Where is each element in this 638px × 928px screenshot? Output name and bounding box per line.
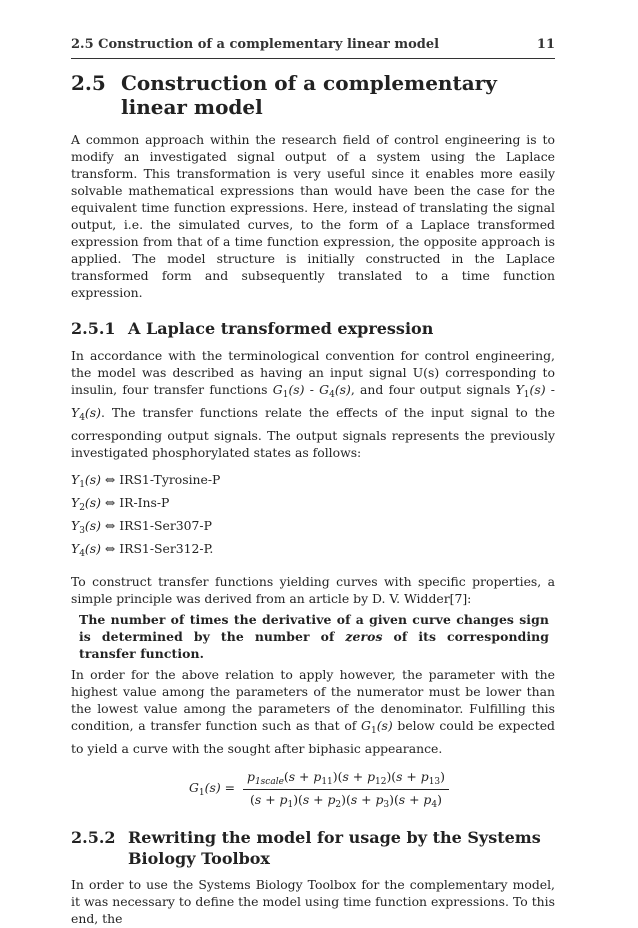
section-number: 2.5 <box>71 71 106 95</box>
state-item: $Y_3(s)$ ⇔ IRS1-Ser307-P <box>71 517 212 536</box>
running-title: 2.5 Construction of a complementary linear model <box>71 37 440 52</box>
widder-principle-quote: The number of times the derivative of a given curve changes sign is determined by the number of zeros of its corresponding transfer function. <box>79 611 550 661</box>
math-Y4s: $Y_4(s)$ <box>71 404 101 423</box>
subsection-1-paragraph-1: In accordance with the terminological convention for control engineering, the model was described as having an input signal U(s) corresponding to insulin, four transfer functions $G_1(s) - G_4(s)$, and four output signals $Y_1(s) - Y_4(s)$. The transfer functions relate the effects of the input signal to the corresponding output signals. The output signals represents the previously investigated phosphorylated states as follows: <box>71 347 555 460</box>
subsection-2-number: 2.5.2 <box>71 827 116 847</box>
section-heading <box>71 71 555 119</box>
subsection-2-heading <box>71 828 555 870</box>
equation-lhs: $G_1(s)$ = <box>189 780 235 799</box>
transfer-function-equation <box>71 769 555 810</box>
subsection-1-paragraph-2: To construct transfer functions yielding curves with specific properties, a simple principle was derived from an article by D. V. Widder[7]: <box>71 573 555 606</box>
state-variable: $Y_3(s)$ <box>71 517 101 536</box>
math-G1s: $G_1(s)$ <box>272 381 305 400</box>
math-Y1s: $Y_1(s)$ <box>515 381 546 400</box>
page-number: 11 <box>536 37 555 52</box>
state-label: IRS1-Ser312-P. <box>119 540 214 556</box>
equation-fraction <box>243 769 449 810</box>
state-label: IRS1-Ser307-P <box>119 517 212 533</box>
section-title: Construction of a complementary linear model <box>121 71 497 119</box>
subsection-2-title: Rewriting the model for usage by the Systems Biology Toolbox <box>128 827 541 868</box>
math-G4s: $G_4(s)$ <box>319 381 351 400</box>
equation-denominator: $(s + p_1)(s + p_2)(s + p_3)(s + p_4)$ <box>250 791 442 810</box>
header-rule <box>71 58 555 59</box>
state-variable: $Y_4(s)$ <box>71 540 101 559</box>
state-label: IR-Ins-P <box>119 494 170 510</box>
state-label: IRS1-Tyrosine-P <box>119 471 221 487</box>
state-item: $Y_4(s)$ ⇔ IRS1-Ser312-P. <box>71 540 214 559</box>
page-content <box>71 71 555 927</box>
state-variable: $Y_1(s)$ <box>71 471 101 490</box>
quote-emphasis: zeros <box>345 628 383 644</box>
state-item: $Y_2(s)$ ⇔ IR-Ins-P <box>71 494 170 513</box>
equation-numerator: $p_{1scale}(s + p_{11})(s + p_{12})(s + p_{13})$ <box>243 769 449 790</box>
subsection-1-heading <box>71 319 555 340</box>
running-header <box>71 37 555 52</box>
subsection-1-title: A Laplace transformed expression <box>128 319 434 338</box>
subsection-1-number: 2.5.1 <box>71 319 116 338</box>
subsection-2-paragraph-1: In order to use the Systems Biology Toolbox for the complementary model, it was necessary to define the model using time function expressions. To this end, the <box>71 877 555 927</box>
state-variable: $Y_2(s)$ <box>71 494 101 513</box>
subsection-1-paragraph-3: In order for the above relation to apply however, the parameter with the highest value among the parameters of the numerator must be lower than the lowest value among the parameters of the denominator. Fulfilling this condition, a transfer function such as that of $G_1(s)$ below could be expected to yield a curve with the sought after biphasic appearance. <box>71 666 555 756</box>
output-state-list <box>71 471 555 563</box>
state-item: $Y_1(s)$ ⇔ IRS1-Tyrosine-P <box>71 471 221 490</box>
math-G1s-ref: $G_1(s)$ <box>361 717 393 736</box>
section-intro-paragraph: A common approach within the research field of control engineering is to modify an investigated signal output of a system using the Laplace transform. This transformation is very useful since it enables more easily solvable mathematical expressions than would have been the case for the equivalent time function expressions. Here, instead of translating the signal output, i.e. the simulated curves, to the form of a Laplace transformed expression from that of a time function expression, the opposite approach is applied. The model structure is initially constructed in the Laplace transformed form and subsequently translated to a time function expression. <box>71 132 555 300</box>
